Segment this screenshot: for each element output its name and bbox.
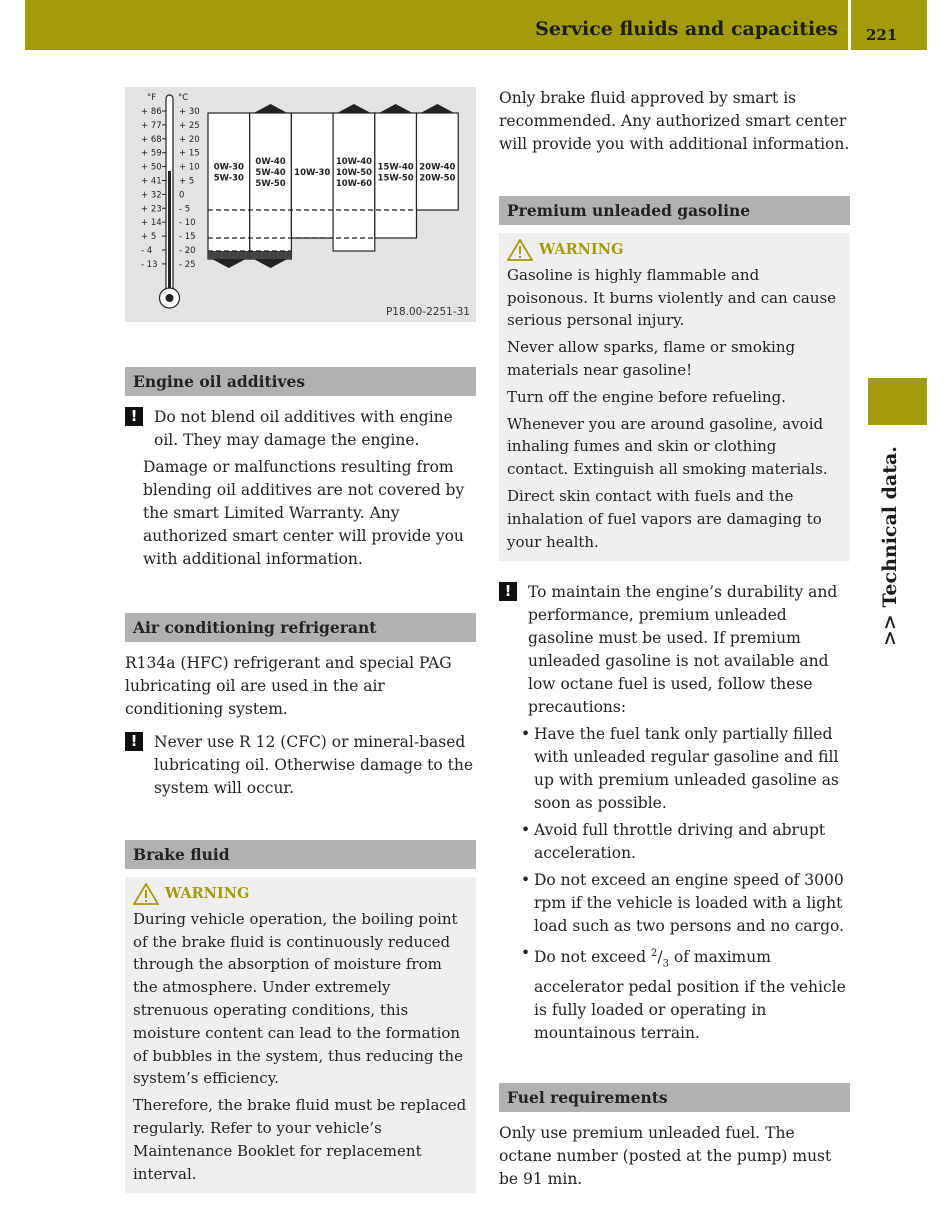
warning-title — [133, 883, 468, 906]
fahrenheit-tick: + 41 — [141, 176, 162, 187]
heading-premium-gasoline: Premium unleaded gasoline — [499, 196, 850, 225]
viscosity-grade-label: 10W-30 — [294, 168, 331, 178]
ac-note — [125, 731, 476, 800]
fahrenheit-tick: + 50 — [141, 162, 162, 173]
celsius-tick: + 30 — [179, 107, 200, 117]
viscosity-chart-svg — [125, 87, 476, 322]
warning-title — [507, 239, 842, 262]
exclamation-icon: ! — [499, 582, 517, 601]
list-item: • Do not exceed an engine speed of 3000 rpm if the vehicle is loaded with a light load such as two persons and no cargo. — [521, 871, 844, 936]
gasoline-warning-text-2: Never allow sparks, flame or smoking materials near gasoline! — [507, 338, 796, 379]
header-divider — [848, 0, 851, 50]
oil-viscosity-figure — [125, 87, 476, 322]
page-number: 221 — [866, 26, 898, 44]
viscosity-grade-columns — [208, 104, 458, 268]
durability-note — [499, 581, 850, 1044]
celsius-tick: - 15 — [179, 232, 196, 243]
oil-additives-note-text: Do not blend oil additives with engine oil. They may damage the engine. — [154, 408, 453, 449]
warning-triangle-icon — [133, 883, 159, 905]
fahrenheit-tick: + 14 — [141, 218, 162, 229]
fahrenheit-tick: + 68 — [141, 134, 162, 145]
left-column — [125, 367, 476, 1193]
celsius-tick: - 20 — [179, 246, 196, 256]
fuel-requirements-text: Only use premium unleaded fuel. The octane number (posted at the pump) must be 91 min. — [499, 1123, 832, 1188]
celsius-tick: 0 — [179, 190, 185, 201]
celsius-tick: + 15 — [179, 148, 200, 159]
brake-fluid-approval-text: Only brake fluid approved by smart is recommended. Any authorized smart center will provide you with additional information. — [499, 89, 850, 153]
celsius-tick: - 5 — [179, 204, 191, 215]
page-title: Service fluids and capacities — [535, 18, 838, 40]
fahrenheit-tick: + 59 — [141, 148, 162, 159]
celsius-tick: + 20 — [179, 134, 200, 145]
brake-warning-text-1: During vehicle operation, the boiling point of the brake fluid is continuously reduced through the absorption of moisture from the atmosphere. Under extremely strenuous operating conditions, this moisture content can lead to the formation of bubbles in the system, thus reducing the system’s efficiency. — [133, 909, 463, 1088]
fahrenheit-tick: + 23 — [141, 204, 162, 215]
heading-engine-oil-additives: Engine oil additives — [125, 367, 476, 396]
list-item: • Do not exceed $^2/_3$ of maximum accelerator pedal position if the vehicle is fully loaded or operating in mountainous terrain. — [521, 944, 846, 1042]
heading-brake-fluid: Brake fluid — [125, 840, 476, 869]
ac-refrigerant-text: R134a (HFC) refrigerant and special PAG lubricating oil are used in the air conditioning system. — [125, 654, 452, 718]
warning-label: WARNING — [539, 241, 624, 258]
celsius-tick: - 25 — [179, 259, 196, 270]
side-tab-marker — [868, 378, 927, 425]
viscosity-grade-label: 15W-40 — [377, 162, 414, 173]
fahrenheit-tick: + 77 — [141, 120, 162, 131]
viscosity-grade-label: 5W-40 — [255, 168, 286, 178]
gasoline-warning-text-5: Direct skin contact with fuels and the inhalation of fuel vapors are damaging to your health. — [507, 486, 822, 551]
celsius-tick: + 5 — [179, 176, 195, 187]
list-item: • Avoid full throttle driving and abrupt acceleration. — [521, 821, 826, 863]
celsius-tick: + 25 — [179, 120, 200, 131]
fahrenheit-tick: - 4 — [141, 246, 153, 256]
gasoline-warning-text-3: Turn off the engine before refueling. — [507, 387, 786, 406]
gasoline-warning-text-1: Gasoline is highly flammable and poisonous. It burns violently and can cause serious personal injury. — [507, 265, 837, 330]
viscosity-grade-label: 10W-50 — [335, 168, 373, 178]
heading-fuel-requirements: Fuel requirements — [499, 1083, 850, 1112]
brake-warning-text-2: Therefore, the brake fluid must be replaced regularly. Refer to your vehicle’s Maintenance Booklet for replacement interval. — [133, 1096, 467, 1183]
viscosity-grade-column — [417, 113, 459, 210]
oil-additives-warranty-text: Damage or malfunctions resulting from blending oil additives are not covered by the smart Limited Warranty. Any authorized smart center will provide you with additional information. — [143, 458, 465, 568]
viscosity-grade-label: 20W-50 — [419, 173, 456, 184]
fahrenheit-tick: + 86 — [141, 107, 162, 117]
fahrenheit-tick-labels — [141, 107, 166, 270]
gasoline-warning-text-4: Whenever you are around gasoline, avoid inhaling fumes and skin or clothing contact. Extinguish all smoking materials. — [507, 414, 828, 479]
viscosity-grade-label: 0W-30 — [213, 162, 244, 173]
durability-intro-text: To maintain the engine’s durability and performance, premium unleaded gasoline must be used. If premium unleaded gasoline is not available and low octane fuel is used, follow these precautions: — [528, 583, 838, 717]
fahrenheit-tick: + 5 — [141, 232, 157, 243]
warning-label: WARNING — [165, 885, 250, 902]
viscosity-grade-label: 5W-30 — [213, 173, 244, 184]
precautions-list — [517, 723, 850, 1044]
brake-fluid-warning — [125, 877, 476, 1193]
viscosity-grade-label: 10W-60 — [335, 179, 373, 189]
heading-air-conditioning: Air conditioning refrigerant — [125, 613, 476, 642]
viscosity-grade-label: 15W-50 — [377, 173, 414, 184]
viscosity-grade-label: 0W-40 — [255, 157, 286, 167]
viscosity-grade-label: 5W-50 — [255, 179, 286, 189]
celsius-tick: - 10 — [179, 218, 196, 229]
fahrenheit-tick: + 32 — [141, 190, 162, 201]
ac-note-text: Never use R 12 (CFC) or mineral-based lubricating oil. Otherwise damage to the system will occur. — [154, 733, 474, 797]
right-column — [499, 87, 850, 1191]
viscosity-grade-label: 20W-40 — [419, 162, 456, 173]
oil-additives-note — [125, 406, 476, 571]
exclamation-icon: ! — [125, 407, 143, 426]
figure-id: P18.00-2251-31 — [385, 306, 470, 318]
celsius-tick: + 10 — [179, 162, 200, 173]
viscosity-grade-label: 10W-40 — [335, 157, 373, 167]
celsius-unit-label: °C — [178, 93, 189, 103]
warning-triangle-icon — [507, 239, 533, 261]
viscosity-grade-column — [208, 113, 250, 259]
thermometer-mercury — [168, 171, 171, 295]
exclamation-icon: ! — [125, 732, 143, 751]
fahrenheit-tick: - 13 — [141, 259, 158, 270]
gasoline-warning — [499, 233, 850, 561]
list-item: • Have the fuel tank only partially filled with unleaded regular gasoline and fill up with premium unleaded gasoline as soon as possible. — [521, 725, 839, 813]
celsius-tick-labels — [179, 107, 200, 270]
section-side-label: >> Technical data. — [879, 446, 901, 646]
fahrenheit-unit-label: °F — [147, 93, 157, 103]
